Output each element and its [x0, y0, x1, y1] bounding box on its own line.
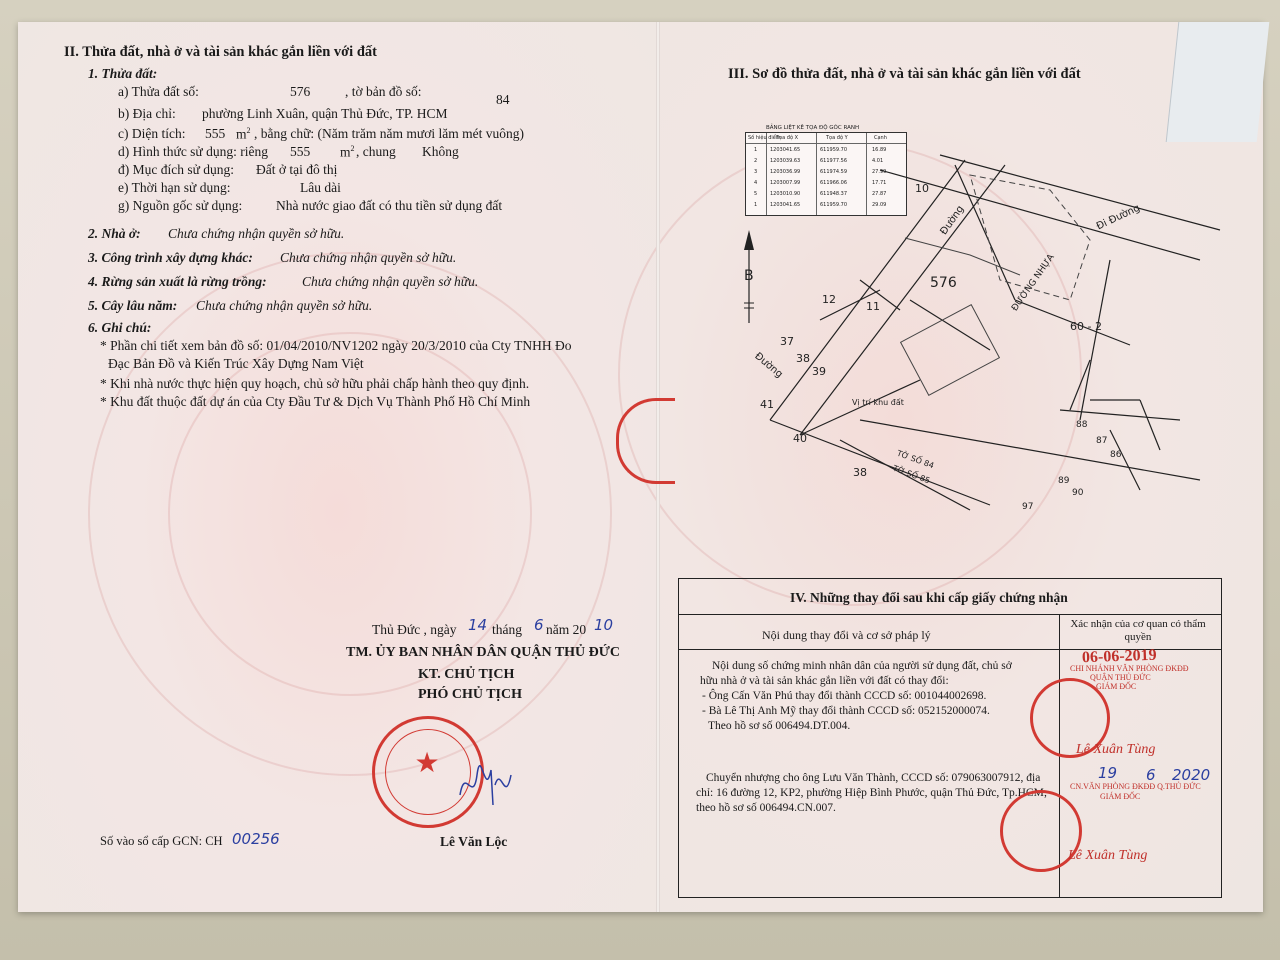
- map-parcel-576: 576: [930, 275, 957, 291]
- signer-name: Lê Văn Lộc: [440, 834, 508, 849]
- section-iv-title: IV. Những thay đổi sau khi cấp giấy chứng nhận: [790, 590, 1068, 605]
- date-year-label: năm 20: [546, 622, 587, 637]
- coord-cell: 611959.70: [820, 202, 848, 208]
- map-parcel-87: 87: [1096, 436, 1108, 446]
- registry-label: Số vào sổ cấp GCN: CH: [100, 834, 223, 848]
- map-parcel-86: 86: [1110, 450, 1122, 460]
- left-page: [18, 22, 658, 912]
- map-sheet-label: , tờ bản đồ số:: [345, 84, 422, 99]
- origin-label: g) Nguồn gốc sử dụng:: [118, 198, 243, 213]
- term-value: Lâu dài: [300, 180, 341, 195]
- map-parcel-60: 60 - 2: [1070, 320, 1102, 333]
- map-site-label: Vị trí khu đất: [852, 398, 904, 407]
- map-parcel-38b: 38: [853, 466, 867, 479]
- coord-cell: 611974.59: [820, 169, 848, 175]
- map-sheet-84: TỜ SỐ 84: [895, 448, 936, 471]
- coord-cell: 3: [754, 169, 758, 175]
- map-road-label-2: Đường: [752, 350, 785, 381]
- coord-header-2: Tọa độ Y: [826, 135, 848, 141]
- s2-value: Chưa chứng nhận quyền sở hữu.: [168, 226, 345, 241]
- north-label: B: [744, 268, 754, 284]
- coord-cell: 1203041.65: [770, 147, 801, 153]
- map-parcel-88: 88: [1076, 420, 1088, 430]
- confirm1-role: GIÁM ĐỐC: [1096, 682, 1137, 691]
- signatory-role-2: PHÓ CHỦ TỊCH: [418, 687, 522, 702]
- purpose-label: đ) Mục đích sử dụng:: [118, 162, 235, 177]
- confirm1-signer: Lê Xuân Tùng: [1076, 742, 1156, 757]
- address-label: b) Địa chỉ:: [118, 106, 176, 121]
- confirm1-date-stamp: 06-06-2019: [1081, 646, 1157, 667]
- s3-title: 3. Công trình xây dựng khác:: [88, 250, 253, 265]
- star-icon: ★: [414, 748, 440, 779]
- area-unit: $m^2$: [236, 126, 251, 142]
- date-day: 14: [468, 616, 488, 634]
- s2-title: 2. Nhà ở:: [88, 226, 141, 241]
- note-3: * Khu đất thuộc đất dự án của Cty Đầu Tư & Dịch Vụ Thành Phố Hồ Chí Minh: [100, 394, 531, 409]
- map-parcel-41: 41: [760, 398, 774, 411]
- s5-title: 5. Cây lâu năm:: [88, 298, 178, 313]
- coord-cell: 611948.37: [820, 191, 848, 197]
- change2-line-b: chỉ: 16 đường 12, KP2, phường Hiệp Bình Phước, quận Thủ Đức, Tp.HCM;: [696, 787, 1048, 799]
- confirm2-month: 6: [1146, 766, 1156, 784]
- map-parcel-97: 97: [1022, 502, 1034, 512]
- s5-value: Chưa chứng nhận quyền sở hữu.: [196, 298, 373, 313]
- area-label: c) Diện tích:: [118, 126, 186, 141]
- map-sheet-value: 84: [496, 92, 510, 107]
- corner-paper: [1166, 22, 1270, 142]
- coord-cell: 611959.70: [820, 147, 848, 153]
- address-value: phường Linh Xuân, quận Thủ Đức, TP. HCM: [202, 106, 448, 121]
- confirm1-org-b: QUẬN THỦ ĐỨC: [1090, 673, 1151, 682]
- date-month-label: tháng: [492, 622, 522, 637]
- confirm2-day: 19: [1098, 764, 1118, 782]
- coord-cell: 27.87: [872, 191, 887, 197]
- area-value: 555: [205, 126, 226, 141]
- s6-title: 6. Ghi chú:: [88, 320, 152, 335]
- map-parcel-12: 12: [822, 293, 836, 306]
- note-1a: * Phần chi tiết xem bản đồ số: 01/04/2010/NV1202 ngày 20/3/2010 của Cty TNHH Đo: [100, 338, 572, 353]
- map-parcel-39: 39: [812, 365, 826, 378]
- use-form-label: d) Hình thức sử dụng: riêng: [118, 144, 268, 159]
- purpose-value: Đất ở tại đô thị: [256, 162, 338, 177]
- coord-cell: 4: [754, 180, 758, 186]
- map-road-label-4: ĐƯỜNG NHỰA: [1010, 252, 1057, 314]
- map-road-label-3: Đi Đường: [1094, 202, 1142, 233]
- note-1b: Đạc Bản Đồ và Kiến Trúc Xây Dựng Nam Việt: [108, 356, 364, 371]
- change1-line-c: - Ông Cấn Văn Phú thay đổi thành CCCD số: 001044002698.: [702, 690, 987, 702]
- confirm2-role: GIÁM ĐỐC: [1100, 792, 1141, 801]
- coord-cell: 1203036.99: [770, 169, 801, 175]
- map-parcel-90: 90: [1072, 488, 1084, 498]
- confirm2-signer: Lê Xuân Tùng: [1068, 848, 1148, 863]
- coord-cell: 4.01: [872, 158, 884, 164]
- changes-col1-header: Nội dung thay đổi và cơ sở pháp lý: [762, 628, 931, 642]
- date-year: 10: [594, 616, 614, 634]
- coord-header-1: Tọa độ X: [776, 135, 799, 141]
- coord-cell: 611966.06: [820, 180, 848, 186]
- note-2: * Khi nhà nước thực hiện quy hoạch, chủ sở hữu phải chấp hành theo quy định.: [100, 376, 530, 391]
- date-month: 6: [534, 616, 544, 634]
- map-parcel-11: 11: [866, 300, 880, 313]
- s1-title: 1. Thửa đất:: [88, 66, 158, 81]
- change1-line-d: - Bà Lê Thị Anh Mỹ thay đổi thành CCCD số: 052152000074.: [702, 705, 990, 717]
- map-parcel-38: 38: [796, 352, 810, 365]
- map-parcel-37: 37: [780, 335, 794, 348]
- coord-cell: 1203041.65: [770, 202, 801, 208]
- coord-cell: 17.71: [872, 180, 887, 186]
- signatory-role-1: KT. CHỦ TỊCH: [418, 667, 515, 682]
- use-form-common-label: , chung: [356, 144, 396, 159]
- coord-cell: 1203039.63: [770, 158, 801, 164]
- change2-line-c: theo hồ sơ số 006494.CN.007.: [696, 802, 836, 814]
- coord-header-3: Cạnh: [874, 135, 887, 141]
- section-ii-title: II. Thửa đất, nhà ở và tài sản khác gắn liền với đất: [64, 44, 377, 60]
- use-form-common-value: Không: [422, 144, 459, 159]
- change1-line-e: Theo hồ sơ số 006494.DT.004.: [708, 720, 851, 732]
- confirm2-org: CN.VĂN PHÒNG ĐKĐĐ Q.THỦ ĐỨC: [1070, 782, 1201, 791]
- map-road-label-1: Đường: [938, 203, 967, 238]
- s4-title: 4. Rừng sản xuất là rừng trồng:: [88, 274, 267, 289]
- map-parcel-40: 40: [793, 432, 807, 445]
- parcel-number-label: a) Thửa đất số:: [118, 84, 199, 99]
- confirm1-org-a: CHI NHÁNH VĂN PHÒNG ĐKĐĐ: [1070, 664, 1189, 673]
- coord-cell: 5: [754, 191, 758, 197]
- coord-cell: 16.89: [872, 147, 887, 153]
- coord-cell: 1: [754, 147, 758, 153]
- date-place: Thủ Đức , ngày: [372, 622, 457, 637]
- coord-cell: 29.09: [872, 202, 887, 208]
- area-in-words: , bằng chữ: (Năm trăm năm mươi lăm mét vuông): [254, 126, 524, 141]
- coord-cell: 1: [754, 202, 758, 208]
- s4-value: Chưa chứng nhận quyền sở hữu.: [302, 274, 479, 289]
- registry-value: 00256: [232, 830, 280, 848]
- s3-value: Chưa chứng nhận quyền sở hữu.: [280, 250, 457, 265]
- coord-title: BẢNG LIỆT KÊ TỌA ĐỘ GÓC RANH: [766, 125, 860, 131]
- signatory-org: TM. ỦY BAN NHÂN DÂN QUẬN THỦ ĐỨC: [346, 645, 621, 660]
- coord-cell: 1203007.99: [770, 180, 801, 186]
- coord-cell: 27.99: [872, 169, 887, 175]
- coord-header-0: Số hiệu điểm: [748, 135, 781, 141]
- change2-line-a: Chuyển nhượng cho ông Lưu Văn Thành, CCCD số: 079063007912, địa: [706, 772, 1041, 784]
- coord-cell: 611977.56: [820, 158, 848, 164]
- coord-cell: 1203010.90: [770, 191, 801, 197]
- cadastral-map: [760, 150, 1230, 520]
- use-form-unit: $m^2$: [340, 144, 355, 160]
- term-label: e) Thời hạn sử dụng:: [118, 180, 231, 195]
- changes-col2-header: Xác nhận của cơ quan có thẩm quyền: [1070, 618, 1206, 643]
- change1-line-a: Nội dung số chứng minh nhân dân của người sử dụng đất, chủ sở: [712, 660, 1012, 672]
- parcel-number-value: 576: [290, 84, 311, 99]
- section-iii-title: III. Sơ đồ thửa đất, nhà ở và tài sản khác gắn liền với đất: [728, 66, 1081, 82]
- use-form-private-value: 555: [290, 144, 311, 159]
- coord-cell: 2: [754, 158, 758, 164]
- change1-line-b: hữu nhà ở và tài sản khác gắn liền với đất có thay đổi:: [700, 675, 949, 687]
- confirm2-year: 2020: [1172, 766, 1211, 784]
- map-parcel-10: 10: [915, 182, 929, 195]
- map-parcel-89: 89: [1058, 476, 1070, 486]
- signature-scribble: [455, 755, 515, 810]
- origin-value: Nhà nước giao đất có thu tiền sử dụng đất: [276, 198, 503, 213]
- map-sheet-85: TỜ SỐ 85: [891, 463, 932, 486]
